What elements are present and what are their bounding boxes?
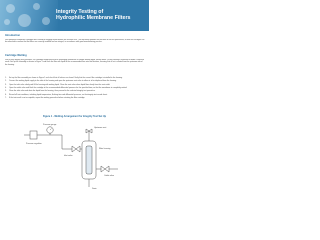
- document-title: [56, 9, 146, 22]
- step-item: 4. Open the outlet valve and flush the cartridge at the recommended differential pressure for the specified time, so that the membrane is completely wetted.: [5, 87, 128, 90]
- title-line-2: Hydrophilic Membrane Filters: [56, 15, 131, 22]
- filter-cartridge: [86, 146, 92, 174]
- label-outlet-valve: Outlet valve: [104, 175, 114, 177]
- outlet-valve-icon: [101, 166, 109, 172]
- page: [0, 0, 149, 198]
- label-gauge: Pressure gauge: [43, 124, 57, 126]
- step-item: 1. Set up the filter assembly as shown in Figure 1 and check that all valves are closed. Verify that the correct filter cartridge is installed in the housing.: [5, 77, 123, 79]
- wetting-arrangement-diagram: [16, 119, 136, 192]
- label-regulator: Pressure regulator: [26, 143, 42, 145]
- introduction-body: Pall hydrophilic membrane cartridge filters should be integrity tested before use and after use. This document provides an overview of the test procedures, so that the cartridges can be assessed to confirm that the filters are correctly installed and are integral, in accordance with good manufacturing practice.: [5, 39, 145, 44]
- pressure-regulator: [30, 131, 37, 139]
- label-vent: Upstream vent: [94, 127, 107, 129]
- step-item: 5. Close the inlet valve and drain the liquid from the housing, then proceed to the selected integrity test procedure.: [5, 90, 96, 93]
- wetting-steps-list: [5, 77, 145, 100]
- step-item: 3. Open the inlet valve slowly and fill the housing with wetting liquid. Close the vent valve when liquid flows freely from the vent outlet.: [5, 83, 111, 86]
- figure-caption: Figure 1 - Wetting Arrangement for Integrity Test Set Up: [42, 115, 107, 118]
- label-housing: Filter housing: [99, 148, 111, 150]
- label-inlet-valve: Inlet valve: [64, 155, 73, 157]
- header-filter-graphic: [0, 0, 58, 31]
- introduction-heading: Introduction: [5, 34, 21, 37]
- title-line-1: Integrity Testing of: [56, 9, 104, 15]
- step-item: 6. Record all test conditions, including liquid temperature, flushing time and differential pressure, on the integrity test record sheet.: [5, 93, 108, 96]
- inlet-valve-icon: [72, 146, 80, 152]
- cartridge-wetting-body: Prior to any integrity test procedure, the cartridge membrane must be thoroughly wetted with a suitable wetting liquid, usually water. Correct wetting is essential to obtain a valid test result. Set up the assembly as shown in Figure 1 and flush the filter with liquid at the recommended flow rate and duration, ensuring that all air is vented from the upstream side of the housing.: [5, 59, 145, 66]
- step-item: 7. If the test result is not acceptable, repeat the wetting procedure before retesting the filter cartridge.: [5, 97, 85, 100]
- label-drain: Drain: [92, 188, 97, 190]
- cartridge-wetting-heading: Cartridge Wetting: [5, 54, 27, 57]
- header-band: [0, 0, 149, 31]
- step-item: 2. Connect the wetting liquid supply to the inlet of the housing and open the upstream vent valve to allow air to be displaced from the housing.: [5, 80, 117, 83]
